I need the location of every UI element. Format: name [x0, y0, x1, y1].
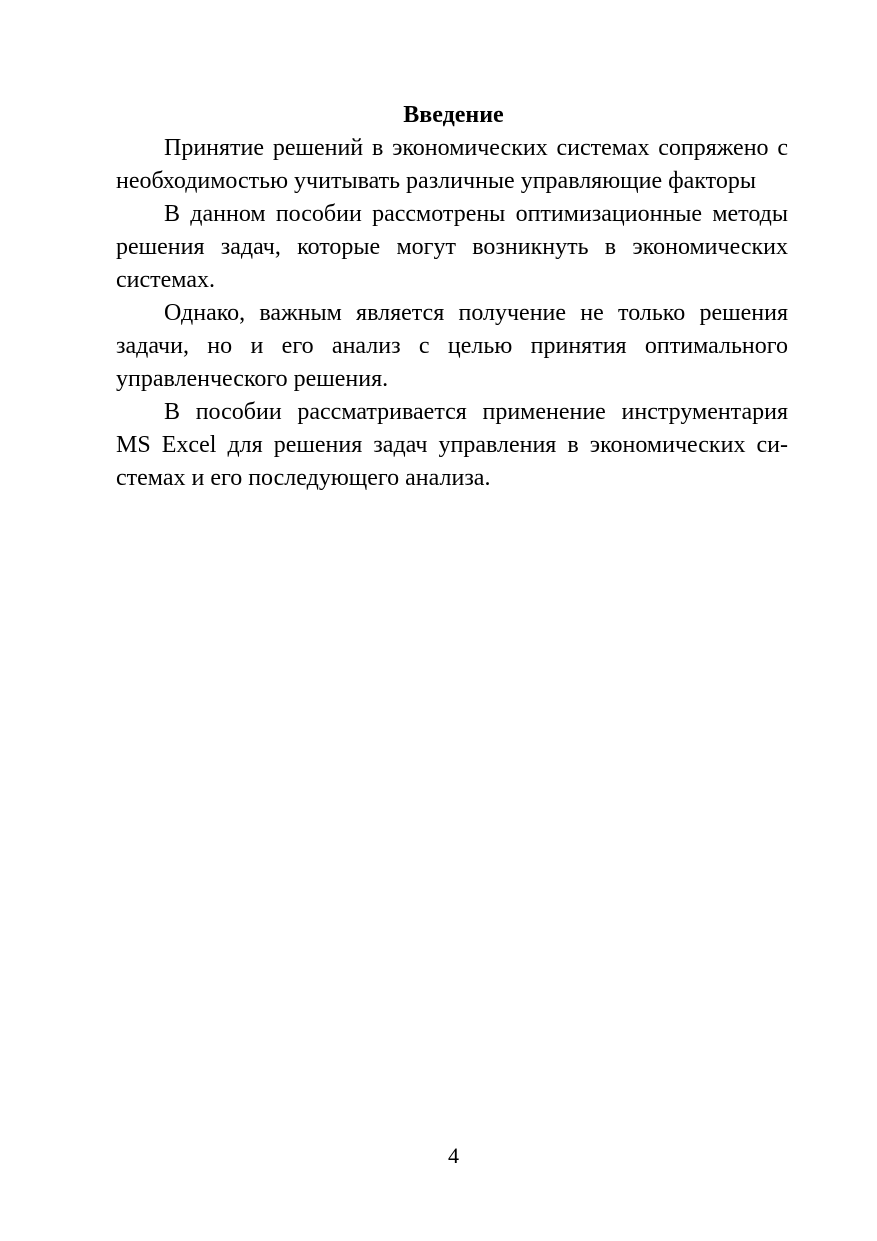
paragraph-3: Однако, важным является получение не только решения задачи, но и его анализ с целью принятия оптимального управленческого решения.: [116, 300, 788, 392]
body-text: [116, 132, 788, 495]
paragraph-1: Принятие решений в экономических системах сопряжено с необходимостью учитывать различные управляющие факторы: [116, 135, 788, 194]
paragraph-4: В пособии рассматривается применение инструментария MS Excel для решения задач управления в экономических системах и его последующего анализа.: [116, 399, 788, 491]
section-heading: Введение: [403, 102, 504, 128]
paragraph-2: В данном пособии рассмотрены оптимизационные методы решения задач, которые могут возникнуть в экономических системах.: [116, 201, 788, 293]
page-number: 4: [448, 1143, 459, 1168]
